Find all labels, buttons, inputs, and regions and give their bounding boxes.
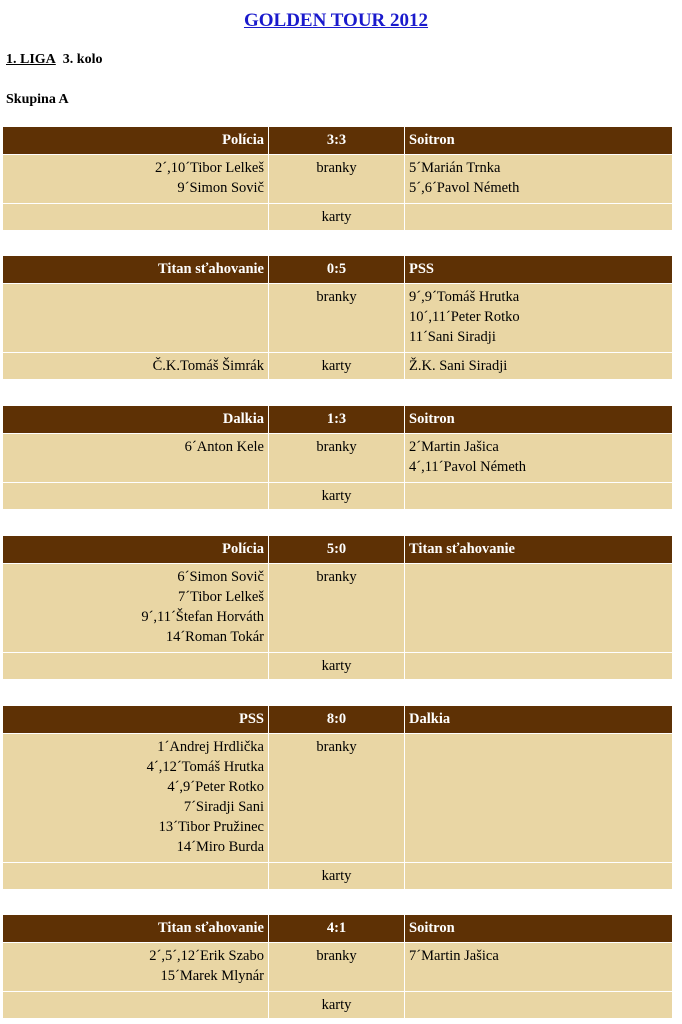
- match-table: [2, 535, 673, 680]
- away-cards: [405, 992, 673, 1019]
- match-header-row: [3, 127, 673, 155]
- league-heading: [6, 52, 102, 68]
- goals-row: [3, 564, 673, 653]
- home-goals: [3, 155, 269, 204]
- home-goals: [3, 434, 269, 483]
- home-team: Polícia: [3, 536, 269, 564]
- away-team: PSS: [405, 256, 673, 284]
- cards-row: [3, 992, 673, 1019]
- away-goals-entry: 7´Martin Jašica: [409, 948, 499, 964]
- home-team: PSS: [3, 706, 269, 734]
- match-score: 3:3: [269, 127, 405, 155]
- away-goals: [405, 155, 673, 204]
- cards-row: [3, 204, 673, 231]
- home-goals: [3, 734, 269, 863]
- goals-row: [3, 155, 673, 204]
- home-goals-entry: 1´Andrej Hrdlička: [157, 739, 264, 755]
- league-round: 3. kolo: [62, 52, 103, 67]
- cards-row: [3, 653, 673, 680]
- away-goals-entry: 9´,9´Tomáš Hrutka: [409, 289, 520, 305]
- away-goals-entry: 10´,11´Peter Rotko: [409, 309, 520, 325]
- match-score: 0:5: [269, 256, 405, 284]
- cards-label: karty: [269, 653, 405, 680]
- match-table: [2, 255, 673, 380]
- home-goals: [3, 284, 269, 353]
- home-goals-entry: 13´Tibor Pružinec: [158, 819, 264, 835]
- home-goals-entry: 14´Miro Burda: [176, 839, 264, 855]
- match-header-row: [3, 915, 673, 943]
- goals-row: [3, 284, 673, 353]
- away-goals: [405, 943, 673, 992]
- away-goals-entry: 5´Marián Trnka: [409, 160, 501, 176]
- home-goals-entry: 7´Tibor Lelkeš: [177, 589, 264, 605]
- home-goals-entry: 9´Simon Sovič: [177, 180, 264, 196]
- match-header-row: [3, 536, 673, 564]
- away-team: Soitron: [405, 127, 673, 155]
- away-cards: [405, 353, 673, 380]
- home-team: Polícia: [3, 127, 269, 155]
- away-team: Titan sťahovanie: [405, 536, 673, 564]
- away-team: Soitron: [405, 915, 673, 943]
- home-cards: [3, 653, 269, 680]
- home-cards: [3, 863, 269, 890]
- away-goals: [405, 564, 673, 653]
- goals-row: [3, 943, 673, 992]
- away-cards: [405, 483, 673, 510]
- home-goals: [3, 943, 269, 992]
- group-heading: Skupina A: [6, 92, 69, 107]
- cards-row: [3, 483, 673, 510]
- cards-label: karty: [269, 863, 405, 890]
- cards-label: karty: [269, 204, 405, 231]
- goals-label: branky: [269, 434, 405, 483]
- goals-label: branky: [269, 564, 405, 653]
- cards-row: [3, 863, 673, 890]
- home-goals-entry: 9´,11´Štefan Horváth: [141, 609, 264, 625]
- cards-label: karty: [269, 483, 405, 510]
- home-cards: [3, 992, 269, 1019]
- match-score: 1:3: [269, 406, 405, 434]
- match-table: [2, 405, 673, 510]
- match-table: [2, 914, 673, 1019]
- away-team: Dalkia: [405, 706, 673, 734]
- goals-label: branky: [269, 943, 405, 992]
- away-goals-entry: 2´Martin Jašica: [409, 439, 499, 455]
- away-goals-entry: 4´,11´Pavol Németh: [409, 459, 527, 475]
- away-goals: [405, 284, 673, 353]
- match-header-row: [3, 256, 673, 284]
- away-cards: [405, 204, 673, 231]
- home-goals-entry: 2´,5´,12´Erik Szabo: [149, 948, 264, 964]
- goals-row: [3, 734, 673, 863]
- home-goals-entry: 14´Roman Tokár: [165, 629, 264, 645]
- home-team: Titan sťahovanie: [3, 915, 269, 943]
- home-cards: [3, 483, 269, 510]
- cards-label: karty: [269, 992, 405, 1019]
- match-header-row: [3, 406, 673, 434]
- home-goals-entry: 15´Marek Mlynár: [160, 968, 264, 984]
- page-title: GOLDEN TOUR 2012: [243, 10, 429, 31]
- away-cards: [405, 653, 673, 680]
- match-header-row: [3, 706, 673, 734]
- home-goals-entry: 4´,9´Peter Rotko: [167, 779, 264, 795]
- match-score: 5:0: [269, 536, 405, 564]
- match-table: [2, 705, 673, 890]
- home-cards-entry: Č.K.Tomáš Šimrák: [152, 357, 264, 374]
- goals-label: branky: [269, 734, 405, 863]
- away-cards-entry: Ž.K. Sani Siradji: [409, 357, 508, 374]
- home-goals: [3, 564, 269, 653]
- home-goals-entry: 6´Anton Kele: [184, 439, 264, 455]
- home-cards: [3, 204, 269, 231]
- away-team: Soitron: [405, 406, 673, 434]
- cards-label: karty: [269, 353, 405, 380]
- match-table: [2, 126, 673, 231]
- home-cards: [3, 353, 269, 380]
- cards-row: [3, 353, 673, 380]
- away-goals: [405, 434, 673, 483]
- league-name: 1. LIGA: [6, 52, 56, 67]
- home-goals-entry: 7´Siradji Sani: [183, 799, 264, 815]
- home-team: Dalkia: [3, 406, 269, 434]
- away-goals-entry: 5´,6´Pavol Németh: [409, 180, 520, 196]
- match-score: 8:0: [269, 706, 405, 734]
- away-goals: [405, 734, 673, 863]
- home-goals-entry: 4´,12´Tomáš Hrutka: [146, 759, 264, 775]
- match-score: 4:1: [269, 915, 405, 943]
- away-cards: [405, 863, 673, 890]
- home-team: Titan sťahovanie: [3, 256, 269, 284]
- goals-label: branky: [269, 155, 405, 204]
- home-goals-entry: 2´,10´Tibor Lelkeš: [154, 160, 264, 176]
- away-goals-entry: 11´Sani Siradji: [409, 329, 496, 345]
- goals-row: [3, 434, 673, 483]
- goals-label: branky: [269, 284, 405, 353]
- home-goals-entry: 6´Simon Sovič: [177, 569, 264, 585]
